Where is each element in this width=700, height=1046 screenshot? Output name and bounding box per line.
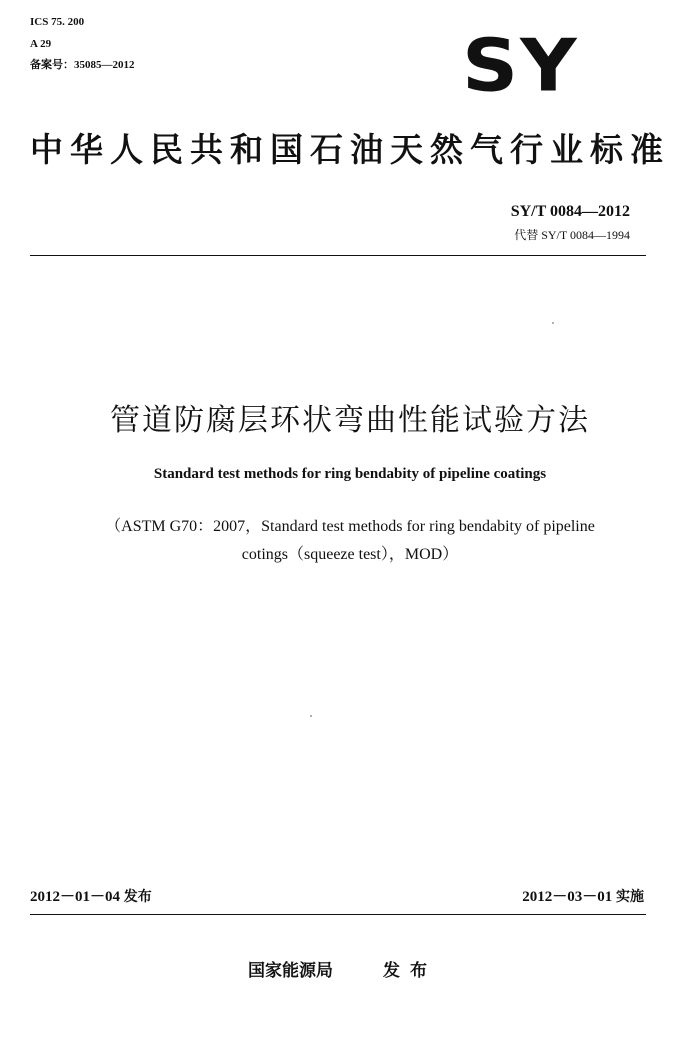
classification-code: A 29 <box>30 38 52 50</box>
issue-date-block <box>30 885 152 906</box>
implement-label: 实施 <box>616 889 644 905</box>
ics-code: ICS 75. 200 <box>30 16 85 28</box>
scan-speck <box>552 322 554 324</box>
document-title-en: Standard test methods for ring bendabity of pipeline coatings <box>153 466 547 482</box>
adoption-line-1: （ASTM G70：2007，Standard test methods for ring bendabity of pipeline <box>105 518 595 535</box>
implement-date: 2012－03－01 <box>522 889 613 905</box>
replaces-standard: 代替 SY/T 0084—1994 <box>514 228 630 242</box>
issue-date: 2012－01－04 <box>30 889 121 905</box>
publisher-organization: 国家能源局 <box>248 961 333 981</box>
issue-label: 发布 <box>123 889 152 905</box>
adoption-note <box>40 513 660 569</box>
standard-number: SY/T 0084—2012 <box>510 203 630 220</box>
standard-category-title: 中华人民共和国石油天然气行业标准 <box>30 130 670 169</box>
top-divider <box>30 255 646 256</box>
sy-logo: SY <box>462 24 579 108</box>
implement-date-block <box>522 885 644 906</box>
bottom-divider <box>30 914 646 915</box>
adoption-line-2: cotings（squeeze test），MOD） <box>241 546 459 563</box>
document-title-zh: 管道防腐层环状弯曲性能试验方法 <box>110 403 590 438</box>
publisher-action: 发布 <box>383 961 437 981</box>
scan-speck <box>310 715 312 717</box>
filing-number: 备案号：35085—2012 <box>30 59 135 71</box>
